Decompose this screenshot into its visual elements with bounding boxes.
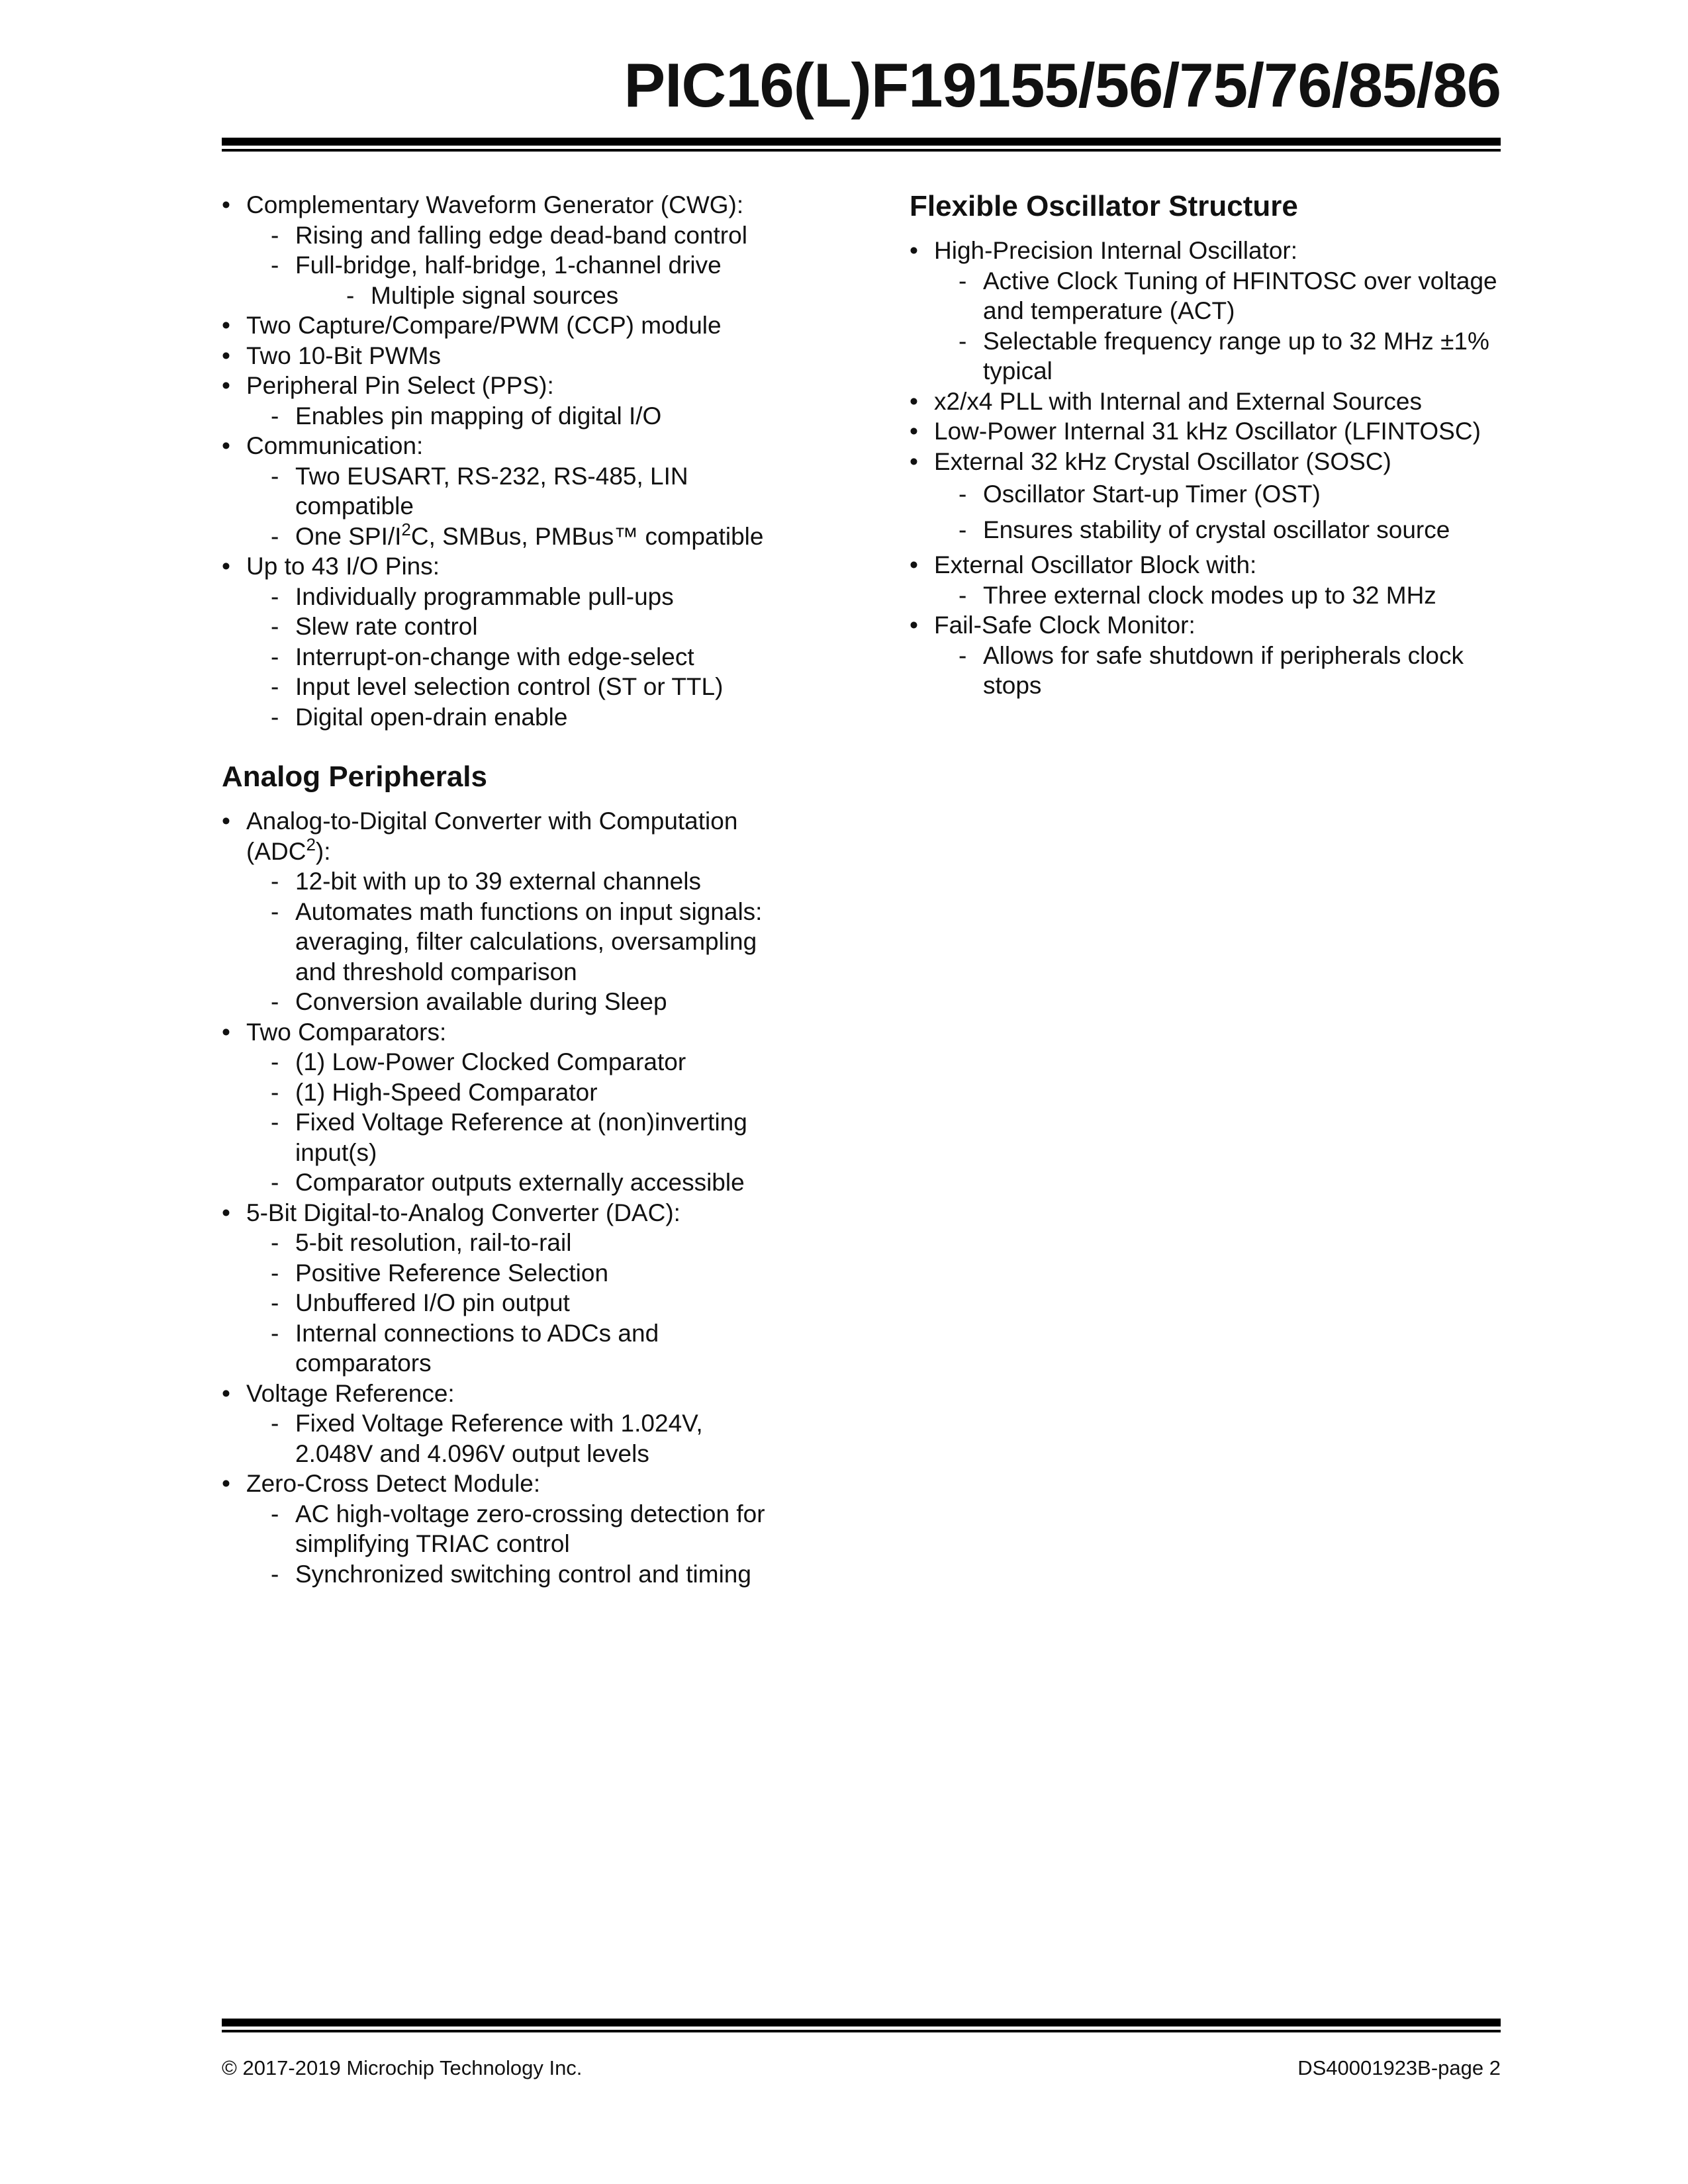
sub-list-item: [246, 1167, 771, 1198]
bullet-marker: •: [910, 387, 918, 415]
sub-list-item: [934, 641, 1501, 701]
sub-list-item: [246, 642, 771, 672]
list-item: [222, 190, 771, 310]
sub-item-text: Allows for safe shutdown if peripherals clock stops: [983, 641, 1464, 699]
sub-list-item: [246, 250, 771, 310]
sub-list-item: [246, 461, 771, 522]
dash-marker: -: [271, 673, 279, 700]
list-item-text: Voltage Reference:: [246, 1379, 455, 1407]
sub-list-item: [246, 1408, 771, 1469]
sub-list-item: [246, 866, 771, 897]
bullet-marker: •: [222, 807, 230, 835]
dash-marker: -: [271, 462, 279, 490]
dash-marker: -: [959, 267, 967, 295]
page-reference: DS40001923B-page 2: [1297, 2056, 1501, 2079]
bullet-marker: •: [910, 447, 918, 475]
dash-marker: -: [271, 988, 279, 1015]
list-item-text: Two Comparators:: [246, 1018, 447, 1046]
sub-item-text: Selectable frequency range up to 32 MHz ±1% typical: [983, 327, 1489, 385]
dash-marker: -: [271, 1229, 279, 1256]
list-item: [910, 447, 1501, 545]
dash-marker: -: [346, 281, 355, 309]
sub-list-item: [246, 897, 771, 987]
sub-item-text: Synchronized switching control and timing: [295, 1560, 751, 1588]
list-item: [222, 551, 771, 732]
sub-list: [246, 1047, 771, 1198]
section-heading: Analog Peripherals: [222, 760, 488, 793]
sub-item-text: Digital open-drain enable: [295, 703, 568, 731]
bullet-marker: •: [222, 1379, 230, 1407]
superscript: 2: [306, 834, 316, 854]
list-item: [222, 371, 771, 431]
sub-item-text: Interrupt-on-change with edge-select: [295, 643, 694, 670]
footer-rule-thin: [222, 2030, 1501, 2032]
sub-sub-list: [295, 281, 771, 311]
sub-sub-item-text: Multiple signal sources: [371, 281, 619, 309]
list-item-text-post: ):: [315, 837, 331, 865]
list-item-text: Up to 43 I/O Pins:: [246, 553, 440, 580]
digital-bullet-list: [222, 190, 771, 732]
sub-item-text: (1) Low-Power Clocked Comparator: [295, 1048, 686, 1075]
sub-list-item: [934, 479, 1501, 510]
bullet-marker: •: [222, 1470, 230, 1497]
sub-list-item: [246, 1499, 771, 1559]
sub-item-text: Conversion available during Sleep: [295, 988, 667, 1015]
sub-list-item: [246, 672, 771, 702]
sub-list-item: [934, 266, 1501, 326]
sub-item-text: AC high-voltage zero-crossing detection for simplifying TRIAC control: [295, 1500, 765, 1557]
sub-list-item: [934, 580, 1501, 611]
sub-list-item: [246, 702, 771, 733]
dash-marker: -: [271, 1259, 279, 1287]
section-heading: Flexible Oscillator Structure: [910, 190, 1298, 222]
sub-item-text: 12-bit with up to 39 external channels: [295, 868, 701, 895]
sub-item-text: Comparator outputs externally accessible: [295, 1169, 745, 1196]
list-item-text: Fail-Safe Clock Monitor:: [934, 612, 1196, 639]
dash-marker: -: [271, 1410, 279, 1437]
list-item-text: Peripheral Pin Select (PPS):: [246, 372, 554, 399]
sub-item-text: Three external clock modes up to 32 MHz: [983, 581, 1436, 609]
list-item: [222, 310, 771, 341]
list-item: [222, 431, 771, 551]
sub-list: [246, 1408, 771, 1469]
sub-list-item: [246, 1107, 771, 1167]
list-item: [910, 550, 1501, 610]
sub-item-text: Automates math functions on input signals: averaging, filter calculations, oversampling and threshold comparison: [295, 897, 763, 985]
sub-list-item: [246, 582, 771, 612]
dash-marker: -: [271, 1560, 279, 1588]
sub-list-item: [246, 1047, 771, 1077]
dash-marker: -: [959, 327, 967, 355]
dash-marker: -: [271, 897, 279, 925]
sub-item-text: Individually programmable pull-ups: [295, 582, 674, 610]
dash-marker: -: [271, 221, 279, 249]
bullet-marker: •: [222, 553, 230, 580]
analog-bullet-list: [222, 806, 771, 1589]
oscillator-section: [910, 188, 1501, 701]
bullet-marker: •: [222, 372, 230, 399]
sub-list: [934, 580, 1501, 611]
list-item-text: Communication:: [246, 432, 424, 459]
sub-item-text: Enables pin mapping of digital I/O: [295, 402, 662, 430]
sub-sub-list-item: [295, 281, 771, 311]
bullet-marker: •: [910, 551, 918, 578]
header-rule-thin: [222, 149, 1501, 152]
dash-marker: -: [271, 402, 279, 430]
sub-list-item: [934, 515, 1501, 545]
dash-marker: -: [271, 1078, 279, 1106]
sub-list: [246, 1228, 771, 1379]
list-item-text: External Oscillator Block with:: [934, 551, 1257, 578]
sub-list-item: [246, 1228, 771, 1258]
bullet-marker: •: [910, 612, 918, 639]
dash-marker: -: [271, 613, 279, 640]
sub-list: [246, 1499, 771, 1590]
sub-item-text: Oscillator Start-up Timer (OST): [983, 480, 1321, 508]
sub-item-text: Fixed Voltage Reference with 1.024V, 2.048V and 4.096V output levels: [295, 1410, 703, 1467]
footer-rule-thick: [222, 2019, 1501, 2026]
list-item-text: Zero-Cross Detect Module:: [246, 1470, 541, 1497]
digital-peripherals-section: [222, 190, 771, 732]
left-column: [222, 190, 771, 1615]
sub-list: [246, 866, 771, 1017]
sub-item-text: Fixed Voltage Reference at (non)inverting input(s): [295, 1109, 747, 1166]
dash-marker: -: [271, 1048, 279, 1075]
sub-list: [246, 582, 771, 733]
right-column: [910, 188, 1501, 727]
list-item: [910, 416, 1501, 447]
copyright-notice: © 2017-2019 Microchip Technology Inc.: [222, 2056, 583, 2079]
sub-item-text: Internal connections to ADCs and comparators: [295, 1319, 659, 1377]
sub-item-text: Input level selection control (ST or TTL): [295, 673, 724, 700]
sub-item-text: Full-bridge, half-bridge, 1-channel drive: [295, 251, 722, 279]
sub-list-item: [246, 987, 771, 1017]
list-item-text-pre: Analog-to-Digital Converter with Computation (ADC: [246, 807, 738, 865]
sub-list: [934, 641, 1501, 701]
sub-list-item: [246, 519, 771, 552]
list-item: [222, 1379, 771, 1469]
bullet-marker: •: [222, 1018, 230, 1046]
sub-list: [246, 401, 771, 432]
dash-marker: -: [271, 1169, 279, 1196]
bullet-marker: •: [222, 432, 230, 459]
analog-peripherals-section: [222, 758, 771, 1589]
list-item: [910, 610, 1501, 701]
dash-marker: -: [271, 703, 279, 731]
dash-marker: -: [271, 1109, 279, 1136]
sub-list-item: [246, 1077, 771, 1108]
sub-item-text: Ensures stability of crystal oscillator source: [983, 516, 1450, 543]
list-item: [222, 806, 771, 1017]
dash-marker: -: [959, 641, 967, 669]
bullet-marker: •: [222, 1199, 230, 1226]
sub-item-text: Active Clock Tuning of HFINTOSC over voltage and temperature (ACT): [983, 267, 1497, 324]
bullet-marker: •: [222, 341, 230, 369]
list-item: [222, 1017, 771, 1198]
dash-marker: -: [271, 1500, 279, 1527]
sub-list-item: [246, 612, 771, 642]
sub-list-item: [246, 401, 771, 432]
list-item-text: Low-Power Internal 31 kHz Oscillator (LFINTOSC): [934, 418, 1481, 445]
sub-list-item: [934, 326, 1501, 387]
list-item: [910, 236, 1501, 387]
bullet-marker: •: [910, 418, 918, 445]
document-title: PIC16(L)F19155/56/75/76/85/86: [624, 50, 1501, 120]
list-item-text: x2/x4 PLL with Internal and External Sources: [934, 387, 1422, 415]
sub-item-text: Two EUSART, RS-232, RS-485, LIN compatible: [295, 462, 688, 520]
bullet-marker: •: [910, 237, 918, 264]
sub-list-item: [246, 220, 771, 251]
sub-list: [934, 266, 1501, 387]
list-item-text: Two 10-Bit PWMs: [246, 341, 441, 369]
list-item-text: Two Capture/Compare/PWM (CCP) module: [246, 312, 722, 339]
dash-marker: -: [271, 1289, 279, 1316]
list-item: [222, 1469, 771, 1589]
sub-list-item: [246, 1559, 771, 1590]
list-item-text: High-Precision Internal Oscillator:: [934, 237, 1298, 264]
bullet-marker: •: [222, 191, 230, 218]
oscillator-bullet-list: [910, 236, 1501, 701]
list-item: [222, 1198, 771, 1379]
sub-item-text: (1) High-Speed Comparator: [295, 1078, 598, 1106]
dash-marker: -: [271, 522, 279, 550]
dash-marker: -: [271, 1319, 279, 1347]
sub-list-item: [246, 1288, 771, 1318]
list-item-text: 5-Bit Digital-to-Analog Converter (DAC):: [246, 1199, 680, 1226]
dash-marker: -: [959, 480, 967, 508]
list-item: [910, 387, 1501, 417]
sub-list-item: [246, 1258, 771, 1289]
bullet-marker: •: [222, 312, 230, 339]
sub-item-text: Unbuffered I/O pin output: [295, 1289, 570, 1316]
sub-list: [246, 220, 771, 311]
dash-marker: -: [959, 516, 967, 543]
sub-item-text-pre: One SPI/I: [295, 522, 402, 550]
dash-marker: -: [271, 868, 279, 895]
dash-marker: -: [271, 582, 279, 610]
sub-list-item: [246, 1318, 771, 1379]
dash-marker: -: [271, 643, 279, 670]
list-item-text: Complementary Waveform Generator (CWG):: [246, 191, 744, 218]
sub-list: [934, 479, 1501, 545]
superscript: 2: [401, 519, 411, 539]
header-rule-thick: [222, 138, 1501, 146]
sub-item-text: Positive Reference Selection: [295, 1259, 609, 1287]
sub-item-text-post: C, SMBus, PMBus™ compatible: [410, 522, 764, 550]
sub-item-text: 5-bit resolution, rail-to-rail: [295, 1229, 572, 1256]
sub-item-text: Slew rate control: [295, 613, 478, 640]
list-item-text: External 32 kHz Crystal Oscillator (SOSC): [934, 447, 1391, 475]
sub-item-text: Rising and falling edge dead-band control: [295, 221, 747, 249]
dash-marker: -: [271, 251, 279, 279]
list-item: [222, 341, 771, 371]
dash-marker: -: [959, 581, 967, 609]
sub-list: [246, 461, 771, 552]
